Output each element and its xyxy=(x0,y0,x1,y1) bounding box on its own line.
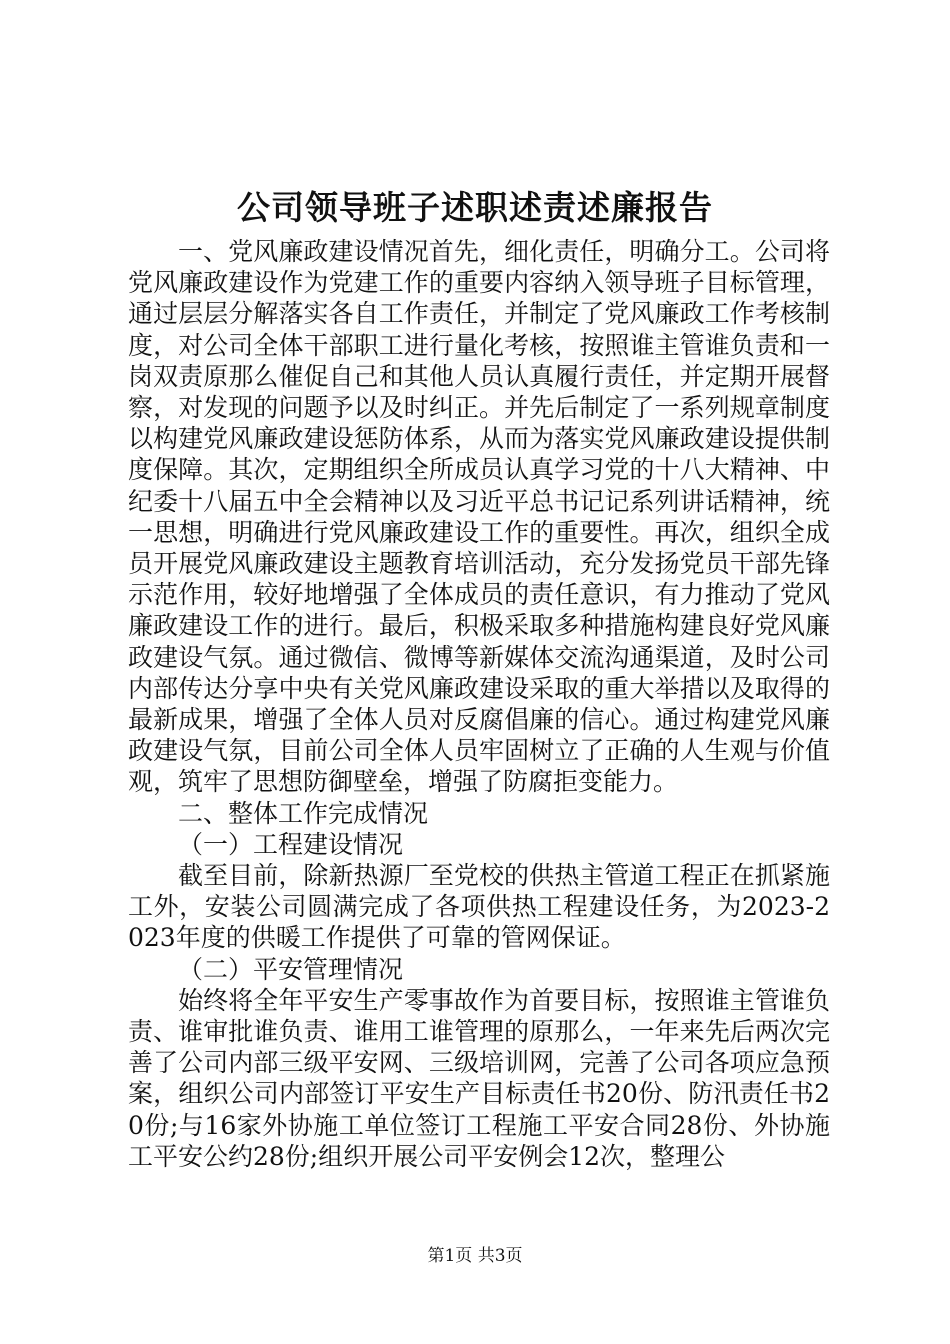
page-number-footer: 第1页 共3页 xyxy=(427,1246,523,1266)
subheading-engineering: （一）工程建设情况 xyxy=(178,829,404,859)
subheading-safety: （二）平安管理情况 xyxy=(178,954,404,984)
paragraph-safety: 始终将全年平安生产零事故作为首要目标，按照谁主管谁负责、谁审批谁负责、谁用工谁管理的原那么，一年来先后两次完善了公司内部三级平安网、三级培训网，完善了公司各项应急预案，组织公司内部签订平安生产目标责任书20份、防汛责任书20份;与16家外协施工单位签订工程施工平安合同28份、外协施工平安公约28份;组织开展公司平安例会12次，整理公 xyxy=(128,985,830,1171)
document-body xyxy=(128,236,830,1172)
document-title: 公司领导班子述职述责述廉报告 xyxy=(237,188,713,227)
section-heading-overall-work: 二、整体工作完成情况 xyxy=(178,798,429,828)
paragraph-party-conduct: 一、党风廉政建设情况首先，细化责任，明确分工。公司将党风廉政建设作为党建工作的重要内容纳入领导班子目标管理，通过层层分解落实各自工作责任，并制定了党风廉政工作考核制度，对公司全体干部职工进行量化考核，按照谁主管谁负责和一岗双责原那么催促自己和其他人员认真履行责任，并定期开展督察，对发现的问题予以及时纠正。并先后制定了一系列规章制度以构建党风廉政建设惩防体系，从而为落实党风廉政建设提供制度保障。其次，定期组织全所成员认真学习党的十八大精神、中纪委十八届五中全会精神以及习近平总书记记系列讲话精神，统一思想，明确进行党风廉政建设工作的重要性。再次，组织全成员开展党风廉政建设主题教育培训活动，充分发扬党员干部先锋示范作用，较好地增强了全体成员的责任意识，有力推动了党风廉政建设工作的进行。最后，积极采取多种措施构建良好党风廉政建设气氛。通过微信、微博等新媒体交流沟通渠道，及时公司内部传达分享中央有关党风廉政建设采取的重大举措以及取得的最新成果，增强了全体人员对反腐倡廉的信心。通过构建党风廉政建设气氛，目前公司全体人员牢固树立了正确的人生观与价值观，筑牢了思想防御壁垒，增强了防腐拒变能力。 xyxy=(128,237,830,797)
paragraph-engineering: 截至目前，除新热源厂至党校的供热主管道工程正在抓紧施工外，安装公司圆满完成了各项供热工程建设任务，为2023-2023年度的供暖工作提供了可靠的管网保证。 xyxy=(128,861,830,953)
